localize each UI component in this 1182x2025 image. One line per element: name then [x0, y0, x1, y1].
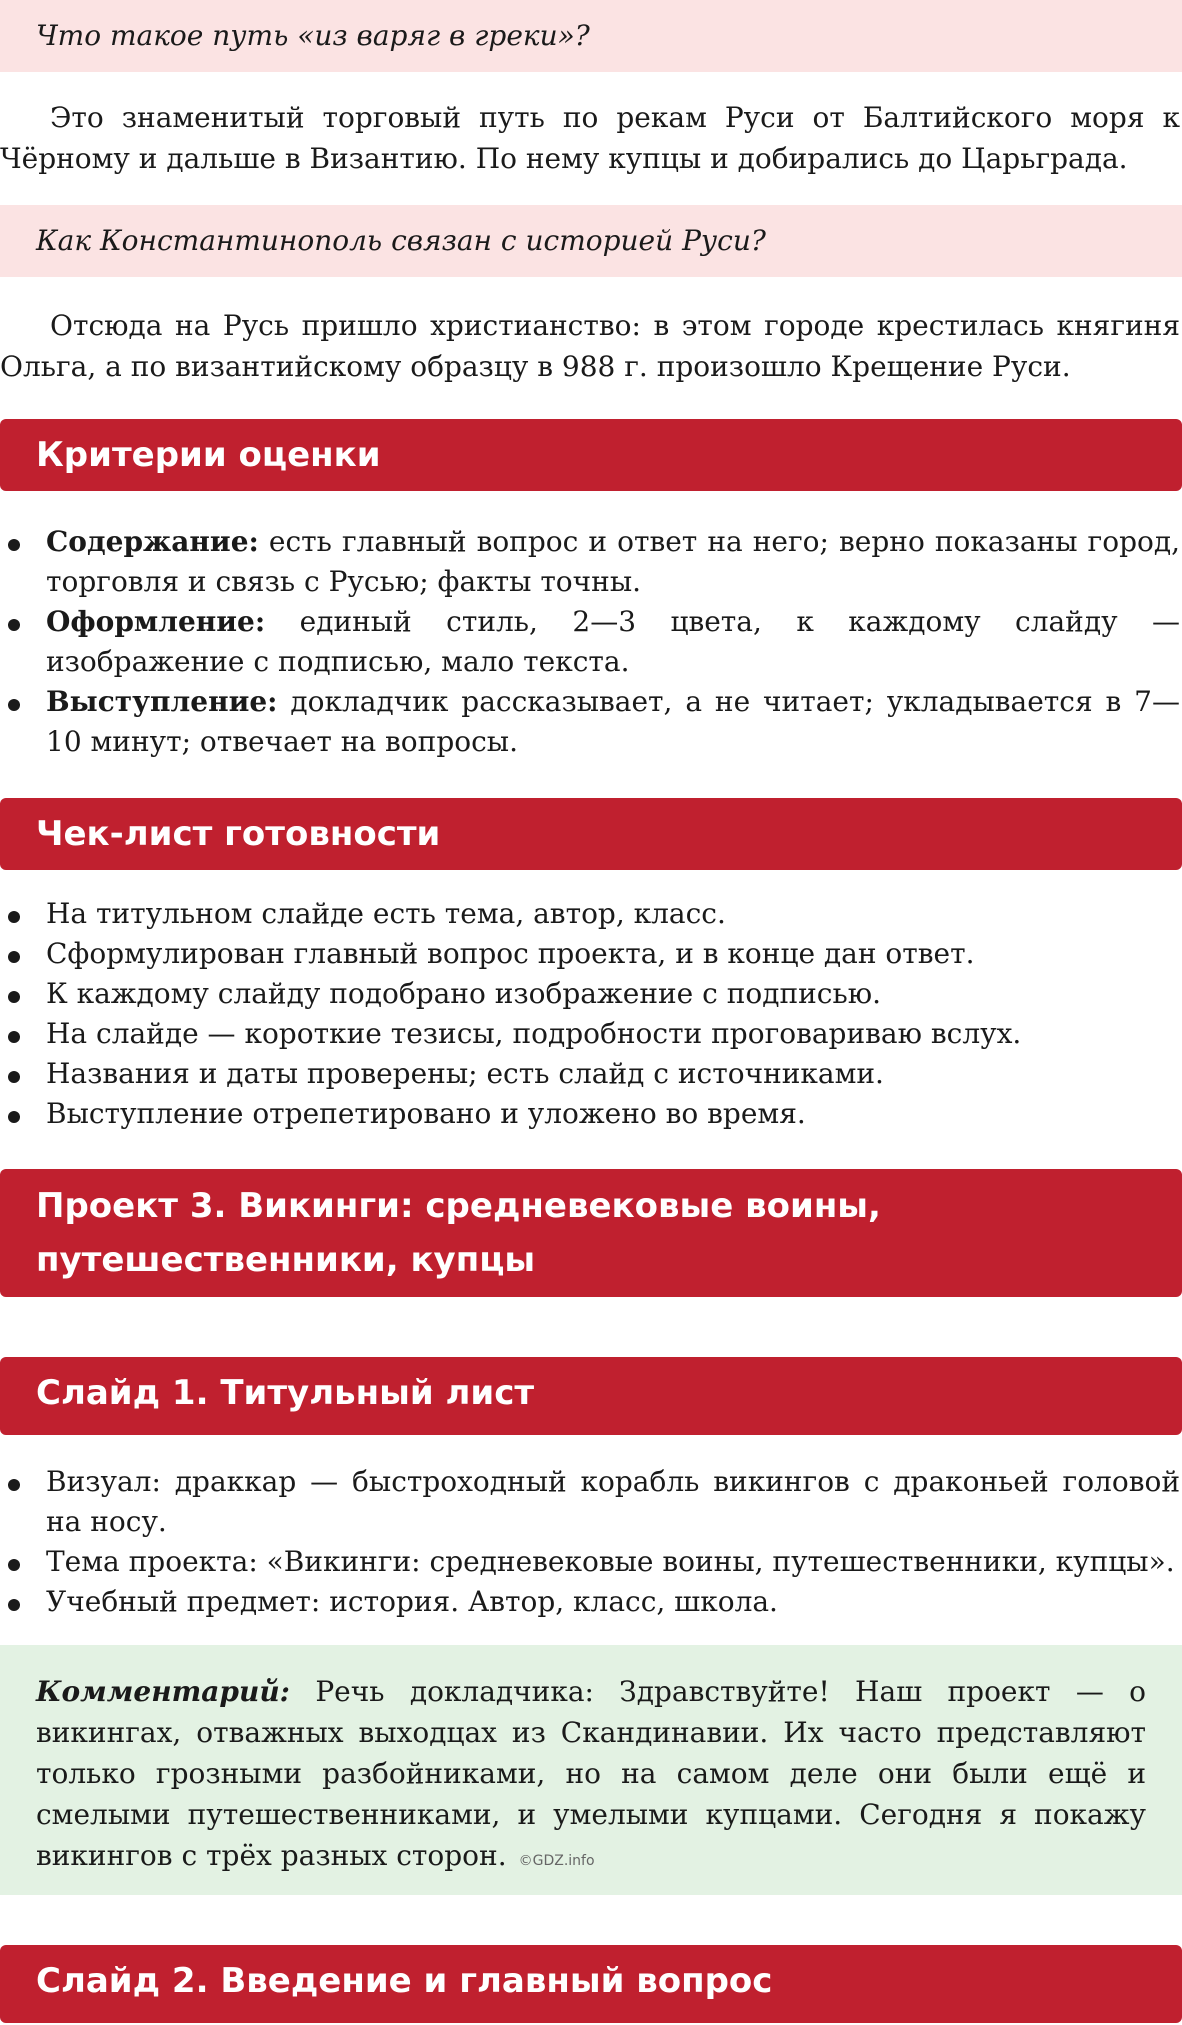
watermark: ©GDZ.info — [518, 1853, 595, 1869]
bullet-icon — [8, 1479, 20, 1491]
question-constantinople: Как Константинополь связан с историей Руси? — [0, 205, 1182, 277]
checklist-item: К каждому слайду подобрано изображение с подписью. — [0, 974, 1180, 1014]
bullet-icon — [8, 951, 20, 963]
checklist-item: Сформулирован главный вопрос проекта, и в конце дан ответ. — [0, 934, 1180, 974]
bullet-icon — [8, 1031, 20, 1043]
bullet-icon — [8, 1559, 20, 1571]
answer-constantinople: Отсюда на Русь пришло христианство: в этом городе крестилась княгиня Ольга, а по византийскому образцу в 988 г. произошло Крещение Руси. — [0, 309, 1180, 383]
answer-varangians: Это знаменитый торговый путь по рекам Руси от Балтийского моря к Чёрному и дальше в Византию. По нему купцы и добирались до Царьграда. — [0, 101, 1180, 175]
bullet-icon — [8, 1599, 20, 1611]
bullet-icon — [8, 1111, 20, 1123]
checklist-heading: Чек-лист готовности — [0, 798, 1182, 870]
checklist-item: На слайде — короткие тезисы, подробности проговариваю вслух. — [0, 1014, 1180, 1054]
bullet-icon — [8, 911, 20, 923]
project3-heading: Проект 3. Викинги: средневековые воины, путешественники, купцы — [0, 1169, 1182, 1297]
bullet-icon — [8, 991, 20, 1003]
bullet-icon — [8, 699, 20, 711]
bullet-icon — [8, 619, 20, 631]
question-varangians: Что такое путь «из варяг в греки»? — [0, 0, 1182, 72]
comment-box — [0, 1645, 1182, 1895]
criteria-item: Содержание: есть главный вопрос и ответ на него; верно показаны город, торговля и связь с Русью; факты точны. — [0, 522, 1180, 602]
comment-text: Речь докладчика: Здравствуйте! Наш проект — о викингах, отважных выходцах из Скандинавии. Их часто представляют только грозными разбойниками, но на самом деле они были ещё и смелыми путешественниками, и умелыми купцами. Сегодня я покажу викингов с трёх разных сторон. — [36, 1675, 1146, 1872]
comment-label: Комментарий: — [36, 1675, 291, 1708]
criteria-item: Выступление: докладчик рассказывает, а не читает; укладывается в 7—10 минут; отвечает на вопросы. — [0, 682, 1180, 762]
slide1-item: Учебный предмет: история. Автор, класс, школа. — [0, 1582, 1180, 1622]
checklist-item: На титульном слайде есть тема, автор, класс. — [0, 894, 1180, 934]
bullet-icon — [8, 539, 20, 551]
checklist-item: Выступление отрепетировано и уложено во время. — [0, 1094, 1180, 1134]
criteria-item: Оформление: единый стиль, 2—3 цвета, к каждому слайду — изображение с подписью, мало текста. — [0, 602, 1180, 682]
slide1-item: Визуал: драккар — быстроходный корабль викингов с драконьей головой на носу. — [0, 1462, 1180, 1542]
slide1-list — [0, 1462, 1180, 1622]
criteria-heading: Критерии оценки — [0, 419, 1182, 491]
criteria-list — [0, 522, 1180, 762]
checklist-item: Названия и даты проверены; есть слайд с источниками. — [0, 1054, 1180, 1094]
checklist-list — [0, 894, 1180, 1134]
bullet-icon — [8, 1071, 20, 1083]
slide2-heading: Слайд 2. Введение и главный вопрос — [0, 1945, 1182, 2023]
slide1-item: Тема проекта: «Викинги: средневековые воины, путешественники, купцы». — [0, 1542, 1180, 1582]
slide1-heading: Слайд 1. Титульный лист — [0, 1357, 1182, 1435]
